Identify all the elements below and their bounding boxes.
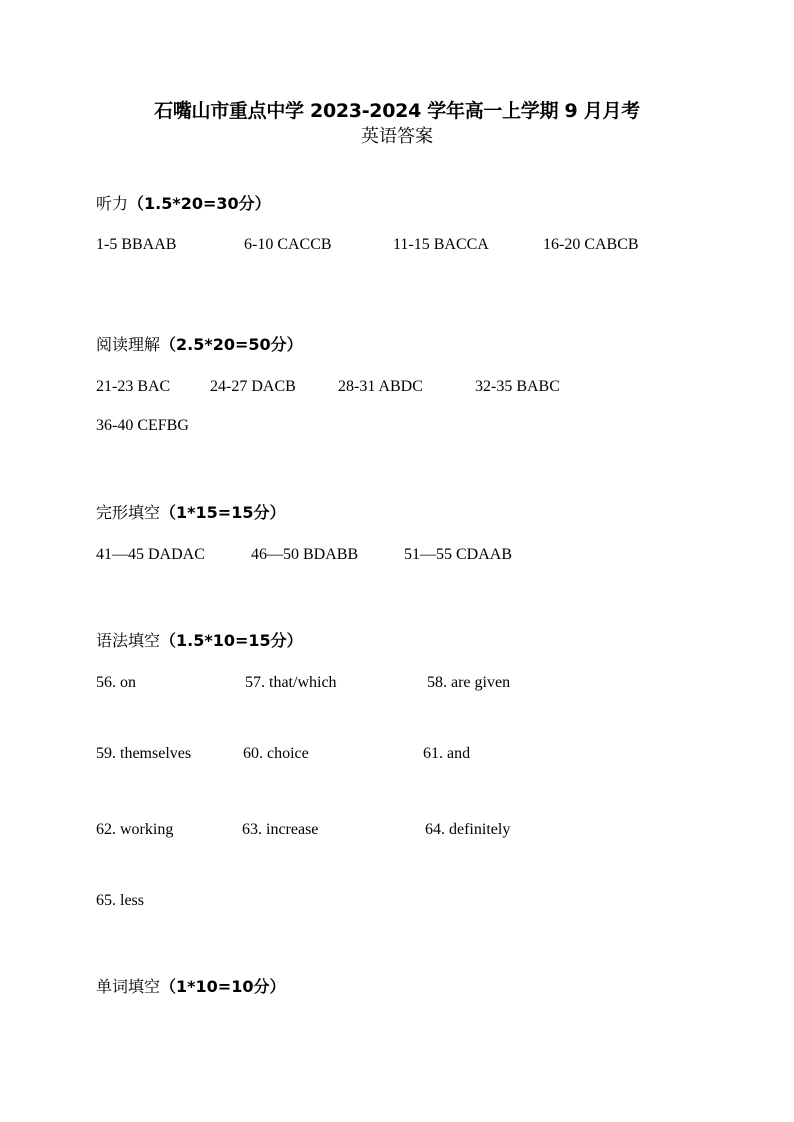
section-score: （1*10=10分） [160,977,286,996]
answer-item: 56. on [96,674,136,691]
section-title: 完形填空 [96,503,161,522]
answer-item: 62. working [96,821,174,838]
answer-item: 65. less [96,892,144,909]
page-subtitle: 英语答案 [361,126,433,147]
answer-item: 46—50 BDABB [251,546,359,563]
answer-item: 59. themselves [96,745,192,762]
section-title: 单词填空 [96,977,161,996]
answer-item: 6-10 CACCB [244,236,332,253]
section-score: （2.5*20=50分） [160,335,303,354]
section-title: 语法填空 [96,631,161,650]
answer-item: 1-5 BBAAB [96,236,177,253]
answer-item: 41—45 DADAC [96,546,205,563]
answer-item: 36-40 CEFBG [96,417,189,434]
answer-item: 61. and [423,745,471,762]
answer-item: 11-15 BACCA [393,236,489,253]
section-score: （1.5*10=15分） [160,631,303,650]
section-heading-reading [96,332,303,355]
answer-item: 63. increase [242,821,319,838]
answer-item: 60. choice [243,745,309,762]
section-title: 阅读理解 [96,335,161,354]
section-score: （1*15=15分） [160,503,286,522]
answer-item: 32-35 BABC [475,378,560,395]
section-title: 听力 [96,194,129,213]
answer-item: 57. that/which [245,674,337,691]
answer-item: 16-20 CABCB [543,236,639,253]
answer-item: 51—55 CDAAB [404,546,513,563]
answer-item: 21-23 BAC [96,378,171,395]
page-title: 石嘴山市重点中学 2023-2024 学年高一上学期 9 月月考 [154,100,640,122]
answer-item: 58. are given [427,674,511,691]
section-heading-listening [96,191,271,214]
section-heading-grammar [96,628,303,651]
answer-item: 24-27 DACB [210,378,296,395]
section-score: （1.5*20=30分） [128,194,271,213]
section-heading-vocab [96,974,285,997]
answer-item: 64. definitely [425,821,511,838]
section-heading-cloze [96,500,285,523]
answer-item: 28-31 ABDC [338,378,423,395]
